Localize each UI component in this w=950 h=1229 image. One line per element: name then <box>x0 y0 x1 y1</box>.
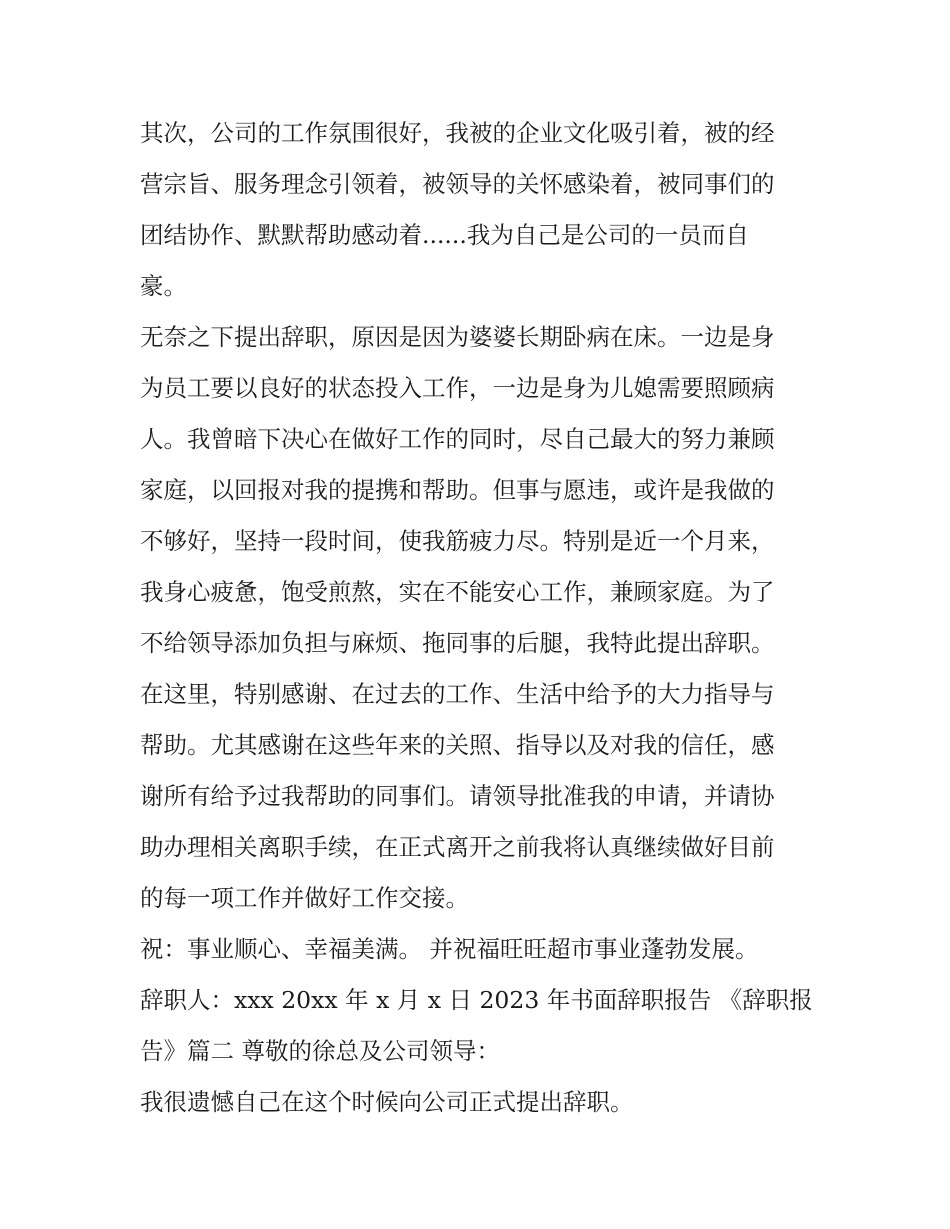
text-line: 其次，公司的工作氛围很好，我被的企业文化吸引着，被的经 <box>140 119 775 147</box>
paragraph-work-atmosphere <box>140 108 820 312</box>
text-line: 家庭，以回报对我的提携和帮助。但事与愿违，或许是我做的 <box>140 476 775 504</box>
text-line: 助办理相关离职手续，在正式离开之前我将认真继续做好目前 <box>140 833 775 861</box>
text-line: 豪。 <box>140 272 187 300</box>
paragraph-second-letter-opening <box>140 1077 820 1128</box>
text-line: 我身心疲惫，饱受煎熬，实在不能安心工作，兼顾家庭。为了 <box>140 578 775 606</box>
text-line: 不给领导添加负担与麻烦、拖同事的后腿，我特此提出辞职。 <box>140 629 775 657</box>
paragraph-resignation-reason <box>140 312 820 669</box>
paragraph-blessing <box>140 924 820 975</box>
text-line: 人。我曾暗下决心在做好工作的同时，尽自己最大的努力兼顾 <box>140 425 775 453</box>
text-line: 在这里，特别感谢、在过去的工作、生活中给予的大力指导与 <box>140 680 775 708</box>
text-line: 我很遗憾自己在这个时候向公司正式提出辞职。 <box>140 1088 634 1116</box>
text-line: 祝：事业顺心、幸福美满。 并祝福旺旺超市事业蓬勃发展。 <box>140 935 759 963</box>
text-line: 的每一项工作并做好工作交接。 <box>140 884 469 912</box>
text-line: 为员工要以良好的状态投入工作，一边是身为儿媳需要照顾病 <box>140 374 775 402</box>
text-line: 谢所有给予过我帮助的同事们。请领导批准我的申请，并请协 <box>140 782 775 810</box>
text-line: 辞职人：xxx 20xx 年 x 月 x 日 2023 年书面辞职报告 《辞职报 <box>140 986 813 1014</box>
text-line: 帮助。尤其感谢在这些年来的关照、指导以及对我的信任，感 <box>140 731 775 759</box>
text-line: 团结协作、默默帮助感动着......我为自己是公司的一员而自 <box>140 221 749 249</box>
paragraph-thanks <box>140 669 820 924</box>
text-line: 无奈之下提出辞职，原因是因为婆婆长期卧病在床。一边是身 <box>140 323 775 351</box>
paragraph-signature <box>140 975 820 1077</box>
text-line: 不够好，坚持一段时间，使我筋疲力尽。特别是近一个月来， <box>140 527 775 555</box>
text-line: 营宗旨、服务理念引领着，被领导的关怀感染着，被同事们的 <box>140 170 775 198</box>
text-line: 告》篇二 尊敬的徐总及公司领导： <box>140 1037 500 1065</box>
document-body <box>140 108 820 1128</box>
